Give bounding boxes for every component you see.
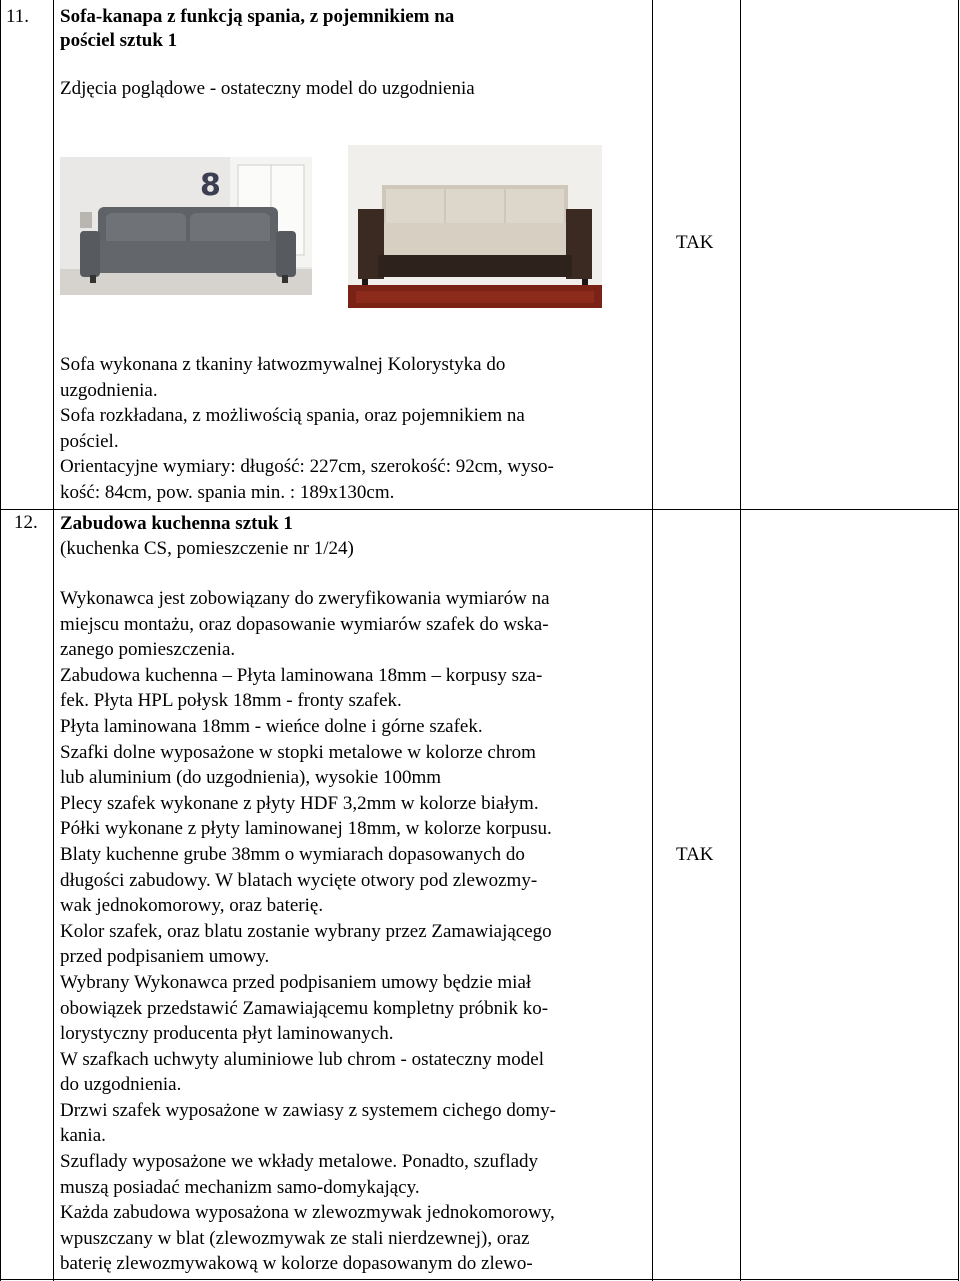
description-line: Kolor szafek, oraz blatu zostanie wybrany przez Zamawiającego: [60, 920, 552, 942]
description-line: fek. Płyta HPL połysk 18mm - fronty szafek.: [60, 690, 402, 712]
description-line: Półki wykonane z płyty laminowanej 18mm, w kolorze korpusu.: [60, 818, 552, 840]
photo-caption: Zdjęcia poglądowe - ostateczny model do uzgodnienia: [60, 78, 475, 99]
description-line: Plecy szafek wykonane z płyty HDF 3,2mm w kolorze białym.: [60, 792, 539, 814]
row-number: 12.: [14, 512, 38, 533]
column-divider-description: [652, 0, 653, 1281]
description-line: lub aluminium (do uzgodnienia), wysokie 100mm: [60, 767, 442, 789]
description-line: wpuszczany w blat (zlewozmywak ze stali nierdzewnej), oraz: [60, 1227, 530, 1249]
description-line: muszą posiadać mechanizm samo-domykający.: [60, 1176, 420, 1198]
grey-sofa-photo: [60, 157, 312, 295]
description-line: Zabudowa kuchenna – Płyta laminowana 18mm – korpusy sza-: [60, 664, 543, 686]
description-line: Wybrany Wykonawca przed podpisaniem umowy będzie miał: [60, 971, 532, 993]
column-divider-answer: [740, 0, 741, 1281]
item-title-line: Sofa-kanapa z funkcją spania, z pojemnikiem na: [60, 6, 455, 27]
compliance-answer: TAK: [676, 844, 714, 865]
description-line: przed podpisaniem umowy.: [60, 946, 270, 968]
svg-text:8: 8: [200, 168, 221, 203]
description-line: Sofa wykonana z tkaniny łatwozmywalnej Kolorystyka do: [60, 354, 506, 375]
description-line: Szuflady wyposażone we wkłady metalowe. Ponadto, szuflady: [60, 1151, 539, 1173]
beige-sofa-photo: [348, 145, 602, 308]
description-line: pościel.: [60, 430, 119, 452]
description-line: kania.: [60, 1125, 106, 1147]
item-title: [60, 5, 454, 53]
description-line: lorystyczny producenta płyt laminowanych.: [60, 1023, 394, 1045]
description-line: uzgodnienia.: [60, 379, 158, 401]
description-line: Wykonawca jest zobowiązany do zweryfikowania wymiarów na: [60, 588, 550, 609]
description-line: wak jednokomorowy, oraz baterię.: [60, 895, 324, 917]
row-number: 11.: [6, 6, 30, 27]
compliance-answer: TAK: [676, 232, 714, 253]
description-line: Każda zabudowa wyposażona w zlewozmywak jednokomorowy,: [60, 1202, 555, 1224]
item-description: [60, 352, 650, 506]
description-line: baterię zlewozmywakową w kolorze dopasowanym do zlewo-: [60, 1253, 533, 1275]
item-title: Zabudowa kuchenna sztuk 1: [60, 513, 293, 534]
description-line: Blaty kuchenne grube 38mm o wymiarach dopasowanych do: [60, 843, 525, 865]
row-divider: [0, 509, 959, 510]
description-line: Drzwi szafek wyposażone w zawiasy z systemem cichego domy-: [60, 1099, 556, 1121]
description-line: miejscu montażu, oraz dopasowanie wymiarów szafek do wska-: [60, 613, 549, 635]
table-border-bottom: [0, 1279, 959, 1280]
description-line: kość: 84cm, pow. spania min. : 189x130cm.: [60, 481, 395, 503]
item-description: [60, 586, 650, 1277]
table-border-right: [958, 0, 959, 1281]
description-line: Szafki dolne wyposażone w stopki metalowe w kolorze chrom: [60, 741, 536, 763]
description-line: obowiązek przedstawić Zamawiającemu kompletny próbnik ko-: [60, 997, 549, 1019]
description-line: Sofa rozkładana, z możliwością spania, oraz pojemnikiem na: [60, 405, 525, 427]
description-line: Orientacyjne wymiary: długość: 227cm, szerokość: 92cm, wyso-: [60, 456, 554, 478]
description-line: zanego pomieszczenia.: [60, 639, 236, 661]
description-line: W szafkach uchwyty aluminiowe lub chrom - ostateczny model: [60, 1048, 544, 1070]
description-line: do uzgodnienia.: [60, 1074, 182, 1096]
item-title-line: pościel sztuk 1: [60, 30, 178, 51]
description-line: Płyta laminowana 18mm - wieńce dolne i górne szafek.: [60, 715, 483, 737]
item-subtitle: (kuchenka CS, pomieszczenie nr 1/24): [60, 538, 354, 559]
table-border-left: [0, 0, 1, 1281]
description-line: długości zabudowy. W blatach wycięte otwory pod zlewozmy-: [60, 869, 538, 891]
column-divider-number: [53, 0, 54, 1281]
